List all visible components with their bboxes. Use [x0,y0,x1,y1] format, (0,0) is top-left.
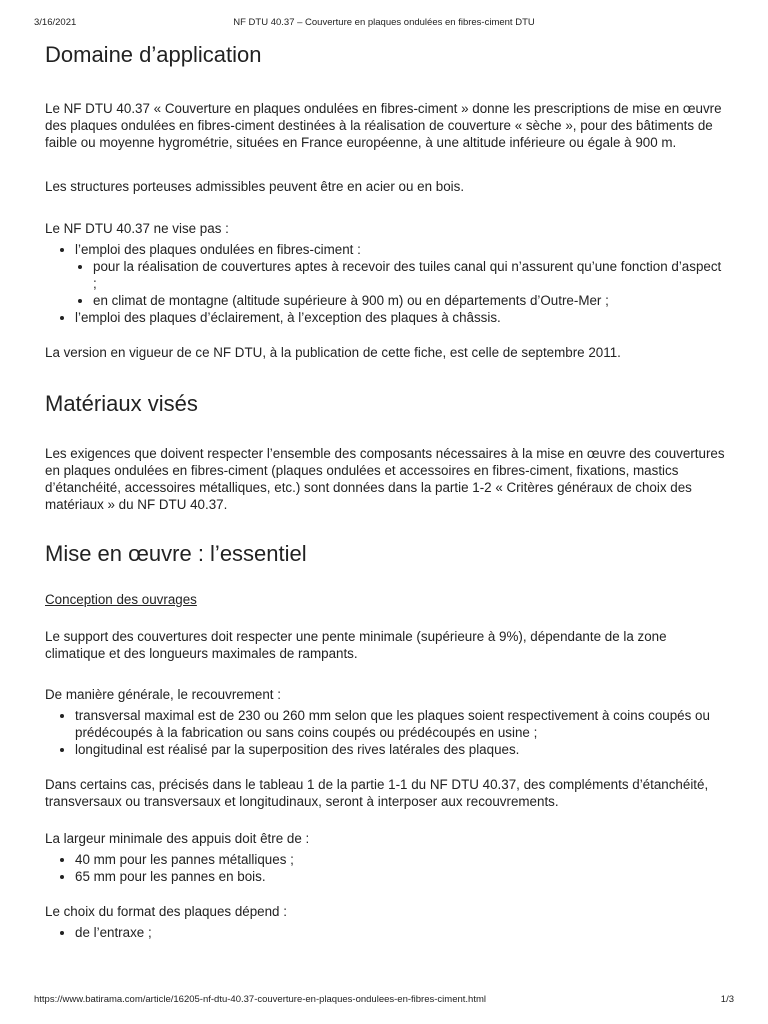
recouvrement-list [45,707,728,758]
mise-paragraph-2: De manière générale, le recouvrement : [45,687,281,702]
list-item: • pour la réalisation de couvertures aptes à recevoir des tuiles canal qui n’assurent qu’une fonction d’aspect ; [93,258,728,292]
appuis-list [45,851,728,885]
print-url[interactable]: https://www.batirama.com/article/16205-nf-dtu-40.37-couverture-en-plaques-ondulees-en-fibres-ciment.html [34,994,486,1005]
list-item: • transversal maximal est de 230 ou 260 mm selon que les plaques soient respectivement à coins coupés ou prédécoupés à la fabrication ou sans coins coupés ou prédécoupés en usine ; [75,707,728,741]
heading-domaine: Domaine d’application [45,42,262,67]
domaine-sublist [75,258,728,309]
page-number: 1/3 [720,994,734,1005]
subheading-conception: Conception des ouvrages [45,592,197,607]
list-item: • l’emploi des plaques d’éclairement, à l’exception des plaques à châssis. [75,309,728,326]
print-date: 3/16/2021 [34,17,77,28]
domaine-paragraph-2: Les structures porteuses admissibles peuvent être en acier ou en bois. [45,179,465,194]
print-footer [34,994,734,1005]
list-item: • l’emploi des plaques ondulées en fibres-ciment : • pour la réalisation de couvertures aptes à recevoir des tuiles canal qui n’assurent qu’une fonction d’aspect ; • en climat de montagne (altitude supérieure à 900 m) ou en départements d’Outre-Mer ; [75,241,728,309]
list-item: • 40 mm pour les pannes métalliques ; [75,851,728,868]
domaine-paragraph-3: Le NF DTU 40.37 ne vise pas : [45,221,229,236]
print-header [34,17,734,28]
print-title: NF DTU 40.37 – Couverture en plaques ondulées en fibres-ciment DTU [233,17,535,28]
domaine-paragraph-4: La version en vigueur de ce NF DTU, à la publication de cette fiche, est celle de septembre 2011. [45,345,621,360]
mise-paragraph-4: La largeur minimale des appuis doit être de : [45,831,310,846]
list-item: • de l’entraxe ; [75,924,728,941]
mise-paragraph-1: Le support des couvertures doit respecter une pente minimale (supérieure à 9%), dépendante de la zone climatique et des longueurs maximales de rampants. [45,629,667,661]
materiaux-paragraph-1: Les exigences que doivent respecter l’ensemble des composants nécessaires à la mise en œuvre des couvertures en plaques ondulées en fibres-ciment (plaques ondulées et accessoires en fibres-ciment, fixations, mastics d’étanchéité, accessoires métalliques, etc.) sont données dans la partie 1-2 « Critères généraux de choix des matériaux » du NF DTU 40.37. [45,446,725,512]
heading-mise-en-oeuvre: Mise en œuvre : l’essentiel [45,541,307,566]
list-item: • longitudinal est réalisé par la superposition des rives latérales des plaques. [75,741,728,758]
list-item: • 65 mm pour les pannes en bois. [75,868,728,885]
list-item: • en climat de montagne (altitude supérieure à 900 m) ou en départements d’Outre-Mer ; [93,292,728,309]
article-content [45,40,728,941]
mise-paragraph-5: Le choix du format des plaques dépend : [45,904,287,919]
heading-materiaux: Matériaux visés [45,391,198,416]
format-list [45,924,728,941]
mise-paragraph-3: Dans certains cas, précisés dans le tableau 1 de la partie 1-1 du NF DTU 40.37, des compléments d’étanchéité, transversaux ou transversaux et longitudinaux, seront à interposer aux recouvrements. [45,777,709,809]
domaine-list [45,241,728,326]
domaine-paragraph-1: Le NF DTU 40.37 « Couverture en plaques ondulées en fibres-ciment » donne les prescriptions de mise en œuvre des plaques ondulées en fibres-ciment destinées à la réalisation de couverture « sèche », pour des bâtiments de faible ou moyenne hygrométrie, situées en France européenne, à une altitude inférieure ou égale à 900 m. [45,101,722,150]
